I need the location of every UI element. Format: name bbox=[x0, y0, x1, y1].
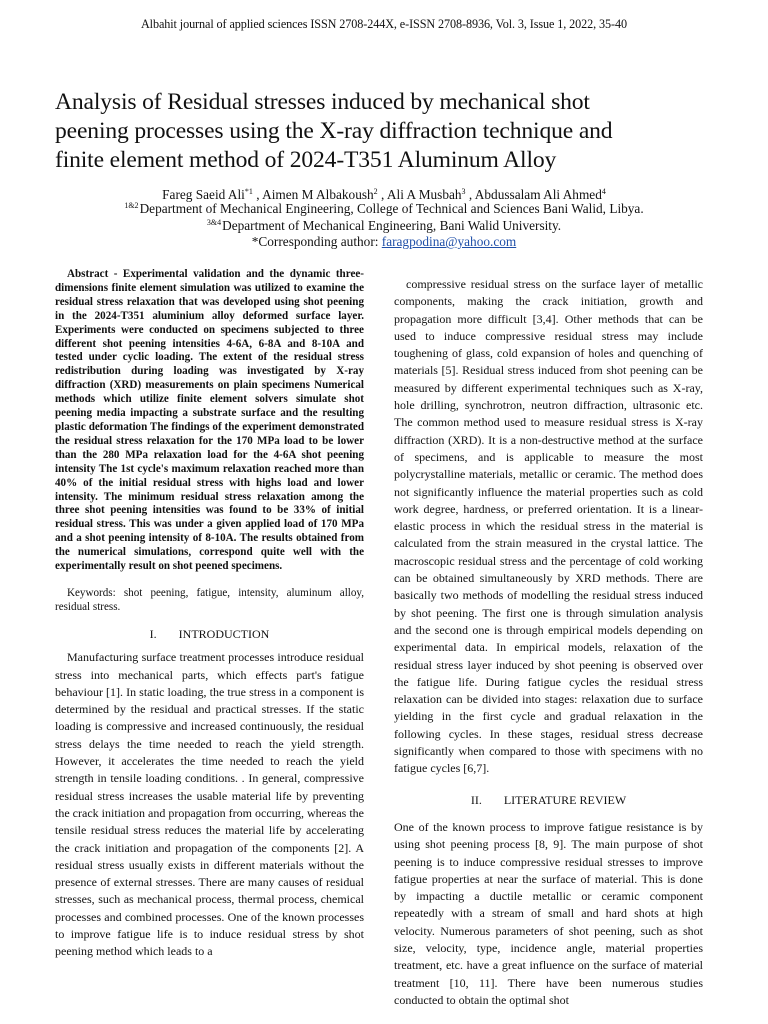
author-3: Ali A Musbah bbox=[386, 187, 462, 202]
affiliation-2-sup: 3&4 bbox=[206, 218, 222, 227]
author-2: Aimen M Albakoush bbox=[262, 187, 374, 202]
author-3-sup: 3 bbox=[461, 187, 466, 196]
introduction-continued-paragraph: compressive residual stress on the surface layer of metallic components, making the crack initiation, growth and propagation more difficult [3,4]. Other methods that can be used to induce compressive residual stress may include toughening of glass, cold expansion of holes and quenching of materials [5]. Residual stress induced from shot peening can be measured by different experimental techniques such as X-ray, hole drilling, synchrotron, neutron diffraction, ultrasonic etc. The common method used to measure residual stress is X-ray diffraction (XRD). It is a non-destructive method at the surface of specimens, and is applicable to measure the most polycrystalline materials, metallic or ceramic. The method does not significantly influence the material properties such as cold work degree, hardness, or preferred orientation. It is a linear-elastic process in which the residual stress in the material is calculated from the strain measured in the crystal lattice. The macroscopic residual stress and the percentage of cold working can be obtained simultaneously by XRD methods. There are basically two methods of modelling the residual stress induced by shot peening. The first one is through simulation analysis and the second one is through empirical models depending on experimental data. In empirical models, relaxation of the residual stress layer induced by shot peening is observed over the fatigue life. During fatigue cycles the residual stress relaxation can be divided into stages: relaxation due to surface yielding in the first cycle and gradual relaxation in the following cycles. In these stages, residual stress decrease significantly when compared to those with specimens with no fatigue cycles [6,7]. bbox=[394, 277, 703, 776]
affiliation-2-text: Department of Mechanical Engineering, Bani Walid University. bbox=[222, 218, 562, 233]
affiliation-1-sup: 1&2 bbox=[124, 201, 139, 210]
section-number: II. bbox=[470, 792, 482, 807]
title-line-2: peening processes using the X-ray diffraction technique and bbox=[55, 118, 613, 144]
affiliation-1-text: Department of Mechanical Engineering, College of Technical and Sciences Bani Walid, Libya. bbox=[139, 201, 644, 216]
author-2-sup: 2 bbox=[373, 187, 378, 196]
author-1: Fareg Saeid Ali bbox=[162, 187, 245, 202]
title-line-3: finite element method of 2024-T351 Aluminum Alloy bbox=[55, 147, 557, 173]
abstract: Abstract - Experimental validation and the dynamic three-dimensions finite element simulation was utilized to examine the residual stress relaxation that was developed using shot peening in the 2024-T351 aluminium alloy deformed surface layer. Experiments were conducted on specimens subjected to three different shot peening intensities 4-6A, 6-8A and 8-10A and tested under cyclic loading. The extent of the residual stress redistribution during loading was investigated by X-ray diffraction (XRD) measurements on plain specimens Numerical methods which utilize finite element solvers simulate shot peening media impacting a substrate surface and the resulting plastic deformation The findings of the experiment demonstrated the residual stress relaxation for the 170 MPa load to be lower than the 280 MPa relaxation load for the 4-6A shot peening intensity The 1st cycle's maximum relaxation reached more than 40% of the initial residual stress with highs load and lower intensity. The minimum residual stress relaxation among the three shot peening intensities was found to be 33% of initial residual stress. This was under a given applied load of 170 MPa and a shot peening intensity of 8-10A. The results obtained from the numerical simulations, correspond quite well with the experimentally result on shot peened specimens. bbox=[55, 268, 364, 573]
keywords: Keywords: shot peening, fatigue, intensity, aluminum alloy, residual stress. bbox=[55, 586, 364, 613]
author-list: Fareg Saeid Ali$^{*1}$ , Aimen M Albakoush$^2$ , Ali A Musbah$^3$ , Abdussalam Ali Ahmed$^4$ bbox=[162, 187, 606, 202]
introduction-paragraph: Manufacturing surface treatment processes introduce residual stress into mechanical parts, which effects part's fatigue behaviour [1]. In static loading, the true stress in a component is determined by the residual and practical stresses. If the static loading is compressive and increased continuously, the residual stress delays the time needed to reach the yield strength. However, it accelerates the time needed to reach the yield strength in tensile loading conditions. . In general, compressive residual stress increases the usable material life by preventing the crack initiation and propagation from occurring, whereas the tensile residual stress reduces the material life by accelerating the crack initiation and propagation of the components [2]. A residual stress usually exists in different materials without the presence of external stresses. There are many causes of residual stresses, such as mechanical process, thermal process, chemical processes and combined processes. One of the known processes to improve fatigue life is to induce residual stress by shot peening method which leads to a bbox=[55, 650, 364, 959]
right-column bbox=[394, 276, 703, 1009]
section-heading-introduction bbox=[55, 626, 364, 643]
author-4: Abdussalam Ali Ahmed bbox=[474, 187, 602, 202]
section-heading-literature-review bbox=[394, 792, 703, 809]
section-title: INTRODUCTION bbox=[178, 626, 270, 641]
corresponding-label: *Corresponding author: bbox=[251, 234, 382, 249]
literature-review-paragraph: One of the known process to improve fatigue resistance is by using shot peening process [8, 9]. The main purpose of shot peening is to induce compressive residual stresses to improve fatigue properties at near the surface of material. This is done by impacting a ductile metallic or ceramic component repeatedly with a stream of small and hard shots at high velocity. Numerous parameters of shot peening, such as shot size, velocity, type, incidence angle, material properties treatment, etc. have a great influence on the surface of material treatment [10, 11]. There have been numerous studies conducted to obtain the optimal shot bbox=[394, 819, 703, 1007]
corresponding-email-link[interactable]: faragpodina@yahoo.com bbox=[381, 234, 517, 249]
section-number: I. bbox=[149, 626, 157, 641]
title-line-1: Analysis of Residual stresses induced by mechanical shot bbox=[55, 89, 590, 115]
journal-header: Albahit journal of applied sciences ISSN 2708-244X, e-ISSN 2708-8936, Vol. 3, Issue 1, 2022, 35-40 bbox=[140, 17, 627, 31]
corresponding-author bbox=[0, 234, 768, 250]
affiliation-1 bbox=[0, 201, 768, 217]
author-1-sup: *1 bbox=[244, 187, 253, 196]
affiliation-2 bbox=[0, 218, 768, 234]
left-column bbox=[55, 268, 364, 961]
author-4-sup: 4 bbox=[601, 187, 606, 196]
section-title: LITERATURE REVIEW bbox=[503, 792, 627, 807]
paper-title bbox=[55, 88, 715, 175]
